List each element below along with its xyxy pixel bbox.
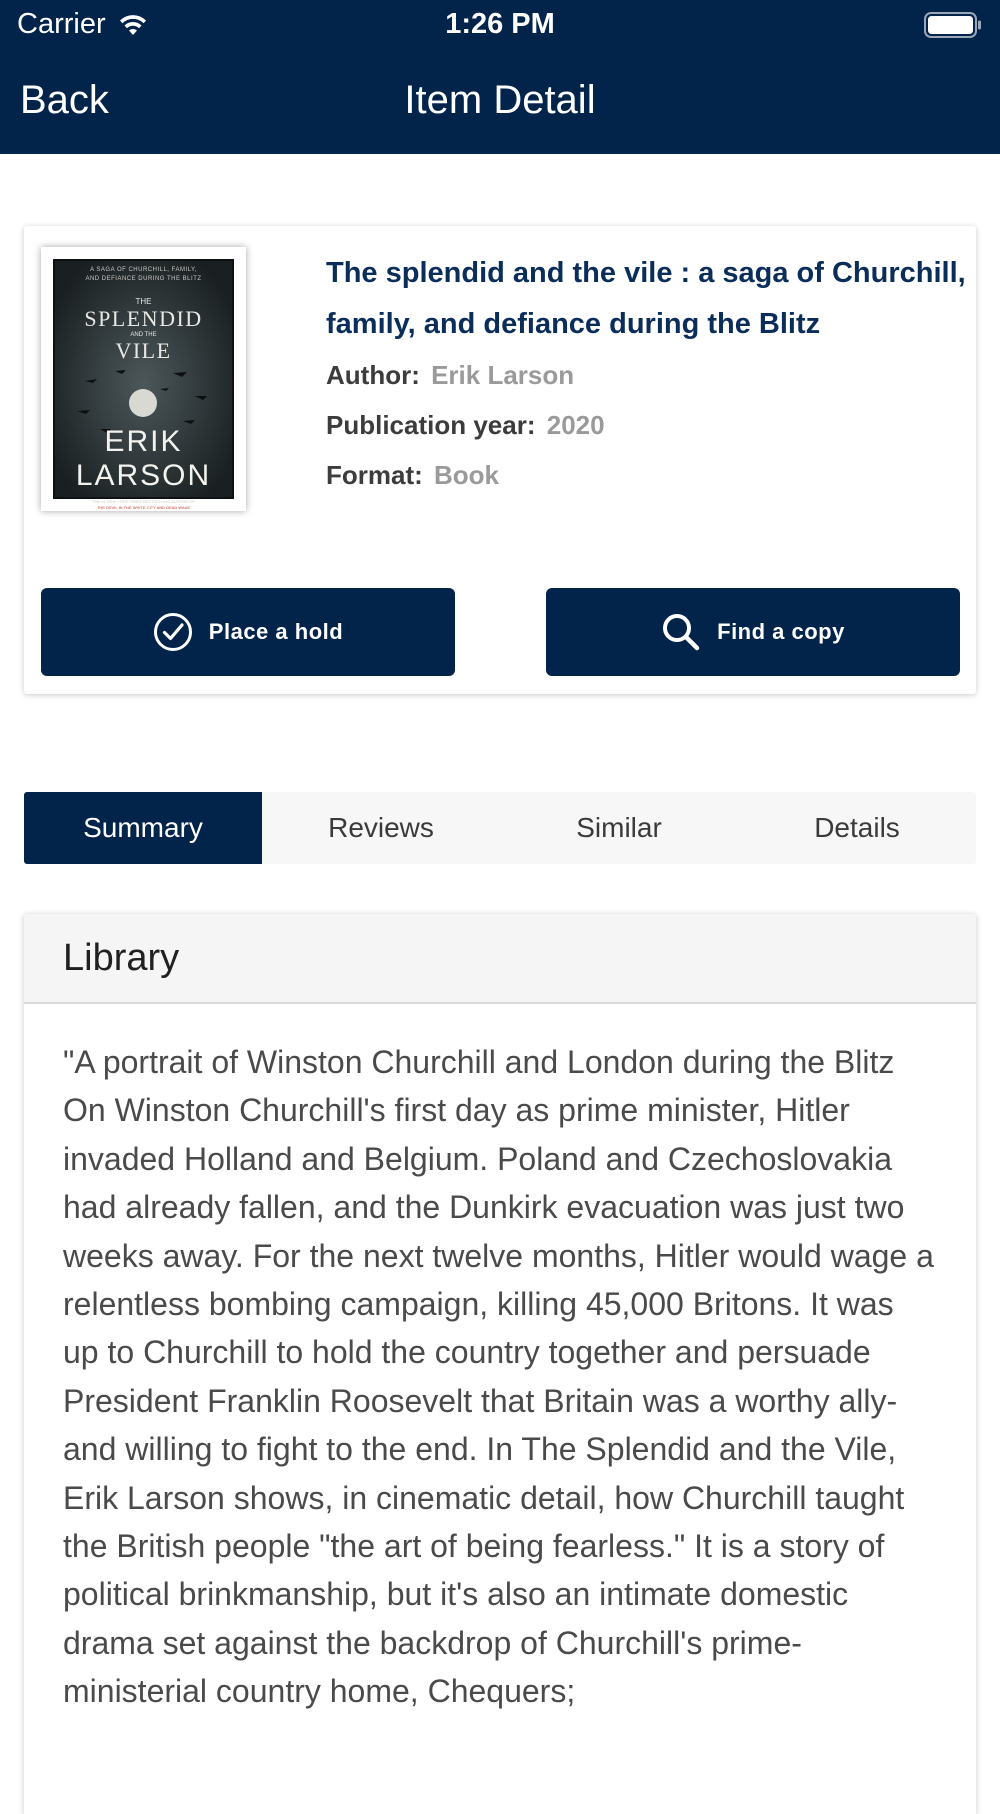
find-copy-button[interactable] <box>546 588 960 676</box>
tab-details[interactable]: Details <box>814 812 900 843</box>
format-label: Format: <box>326 460 423 490</box>
cover-byline: THE #1 NEW YORK TIMES BESTSELLING AUTHOR OF <box>92 499 195 504</box>
tab-summary[interactable]: Summary <box>24 792 262 864</box>
cover-tagline: AND DEFIANCE DURING THE BLITZ <box>85 276 202 282</box>
battery-icon <box>924 12 982 38</box>
author-row <box>326 350 966 400</box>
format-row <box>326 450 966 500</box>
cover-author-first: ERIK <box>104 425 183 458</box>
summary-panel <box>24 914 976 1814</box>
book-cover[interactable] <box>41 247 246 511</box>
item-card <box>24 226 976 694</box>
summary-heading: Library <box>24 914 976 1004</box>
cover-tagline: A SAGA OF CHURCHILL, FAMILY, <box>90 267 197 273</box>
search-icon <box>661 612 701 652</box>
year-label: Publication year: <box>326 410 536 440</box>
navigation-bar <box>0 70 1000 136</box>
summary-text: "A portrait of Winston Churchill and London during the Blitz On Winston Churchill's first day as prime minister, Hitler invaded Holland and Belgium. Poland and Czechoslovakia had already fallen, and the Dunkirk evacuation was just two weeks away. For the next twelve months, Hitler would wage a relentless bombing campaign, killing 45,000 Britons. It was up to Churchill to hold the country together and persuade President Franklin Roosevelt that Britain was a worthy ally-and willing to fight to the end. In The Splendid and the Vile, Erik Larson shows, in cinematic detail, how Churchill taught the British people "the art of being fearless." It is a story of political brinkmanship, but it's also an intimate domestic drama set against the backdrop of Churchill's prime-ministerial country home, Chequers; <box>63 1044 934 1710</box>
author-value: Erik Larson <box>431 360 575 390</box>
cover-author-last: LARSON <box>75 459 212 492</box>
status-time: 1:26 PM <box>445 8 555 40</box>
item-title: The splendid and the vile : a saga of Churchill, family, and defiance during the Blitz <box>326 257 966 340</box>
book-cover-art <box>53 259 234 510</box>
year-row <box>326 400 966 450</box>
cover-title-word: SPLENDID <box>84 306 203 331</box>
cover-title-and-the: AND THE <box>130 332 157 338</box>
page-title: Item Detail <box>404 78 596 122</box>
find-copy-label: Find a copy <box>717 619 845 644</box>
carrier-label: Carrier <box>17 8 106 40</box>
tab-reviews[interactable]: Reviews <box>328 812 434 843</box>
cover-title-the: THE <box>135 297 152 306</box>
back-button[interactable]: Back <box>20 78 109 122</box>
cover-other-books: THE DEVIL IN THE WHITE CITY AND DEAD WAKE <box>96 505 191 510</box>
author-label: Author: <box>326 360 420 390</box>
check-circle-icon <box>153 612 193 652</box>
format-value: Book <box>434 460 500 490</box>
status-bar <box>0 0 1000 52</box>
year-value: 2020 <box>546 410 605 440</box>
app-header <box>0 0 1000 154</box>
place-hold-button[interactable] <box>41 588 455 676</box>
cover-title-word: VILE <box>115 338 172 363</box>
item-info <box>326 248 966 500</box>
place-hold-label: Place a hold <box>208 619 344 644</box>
tab-similar[interactable]: Similar <box>576 812 662 843</box>
detail-tabs <box>24 792 976 864</box>
